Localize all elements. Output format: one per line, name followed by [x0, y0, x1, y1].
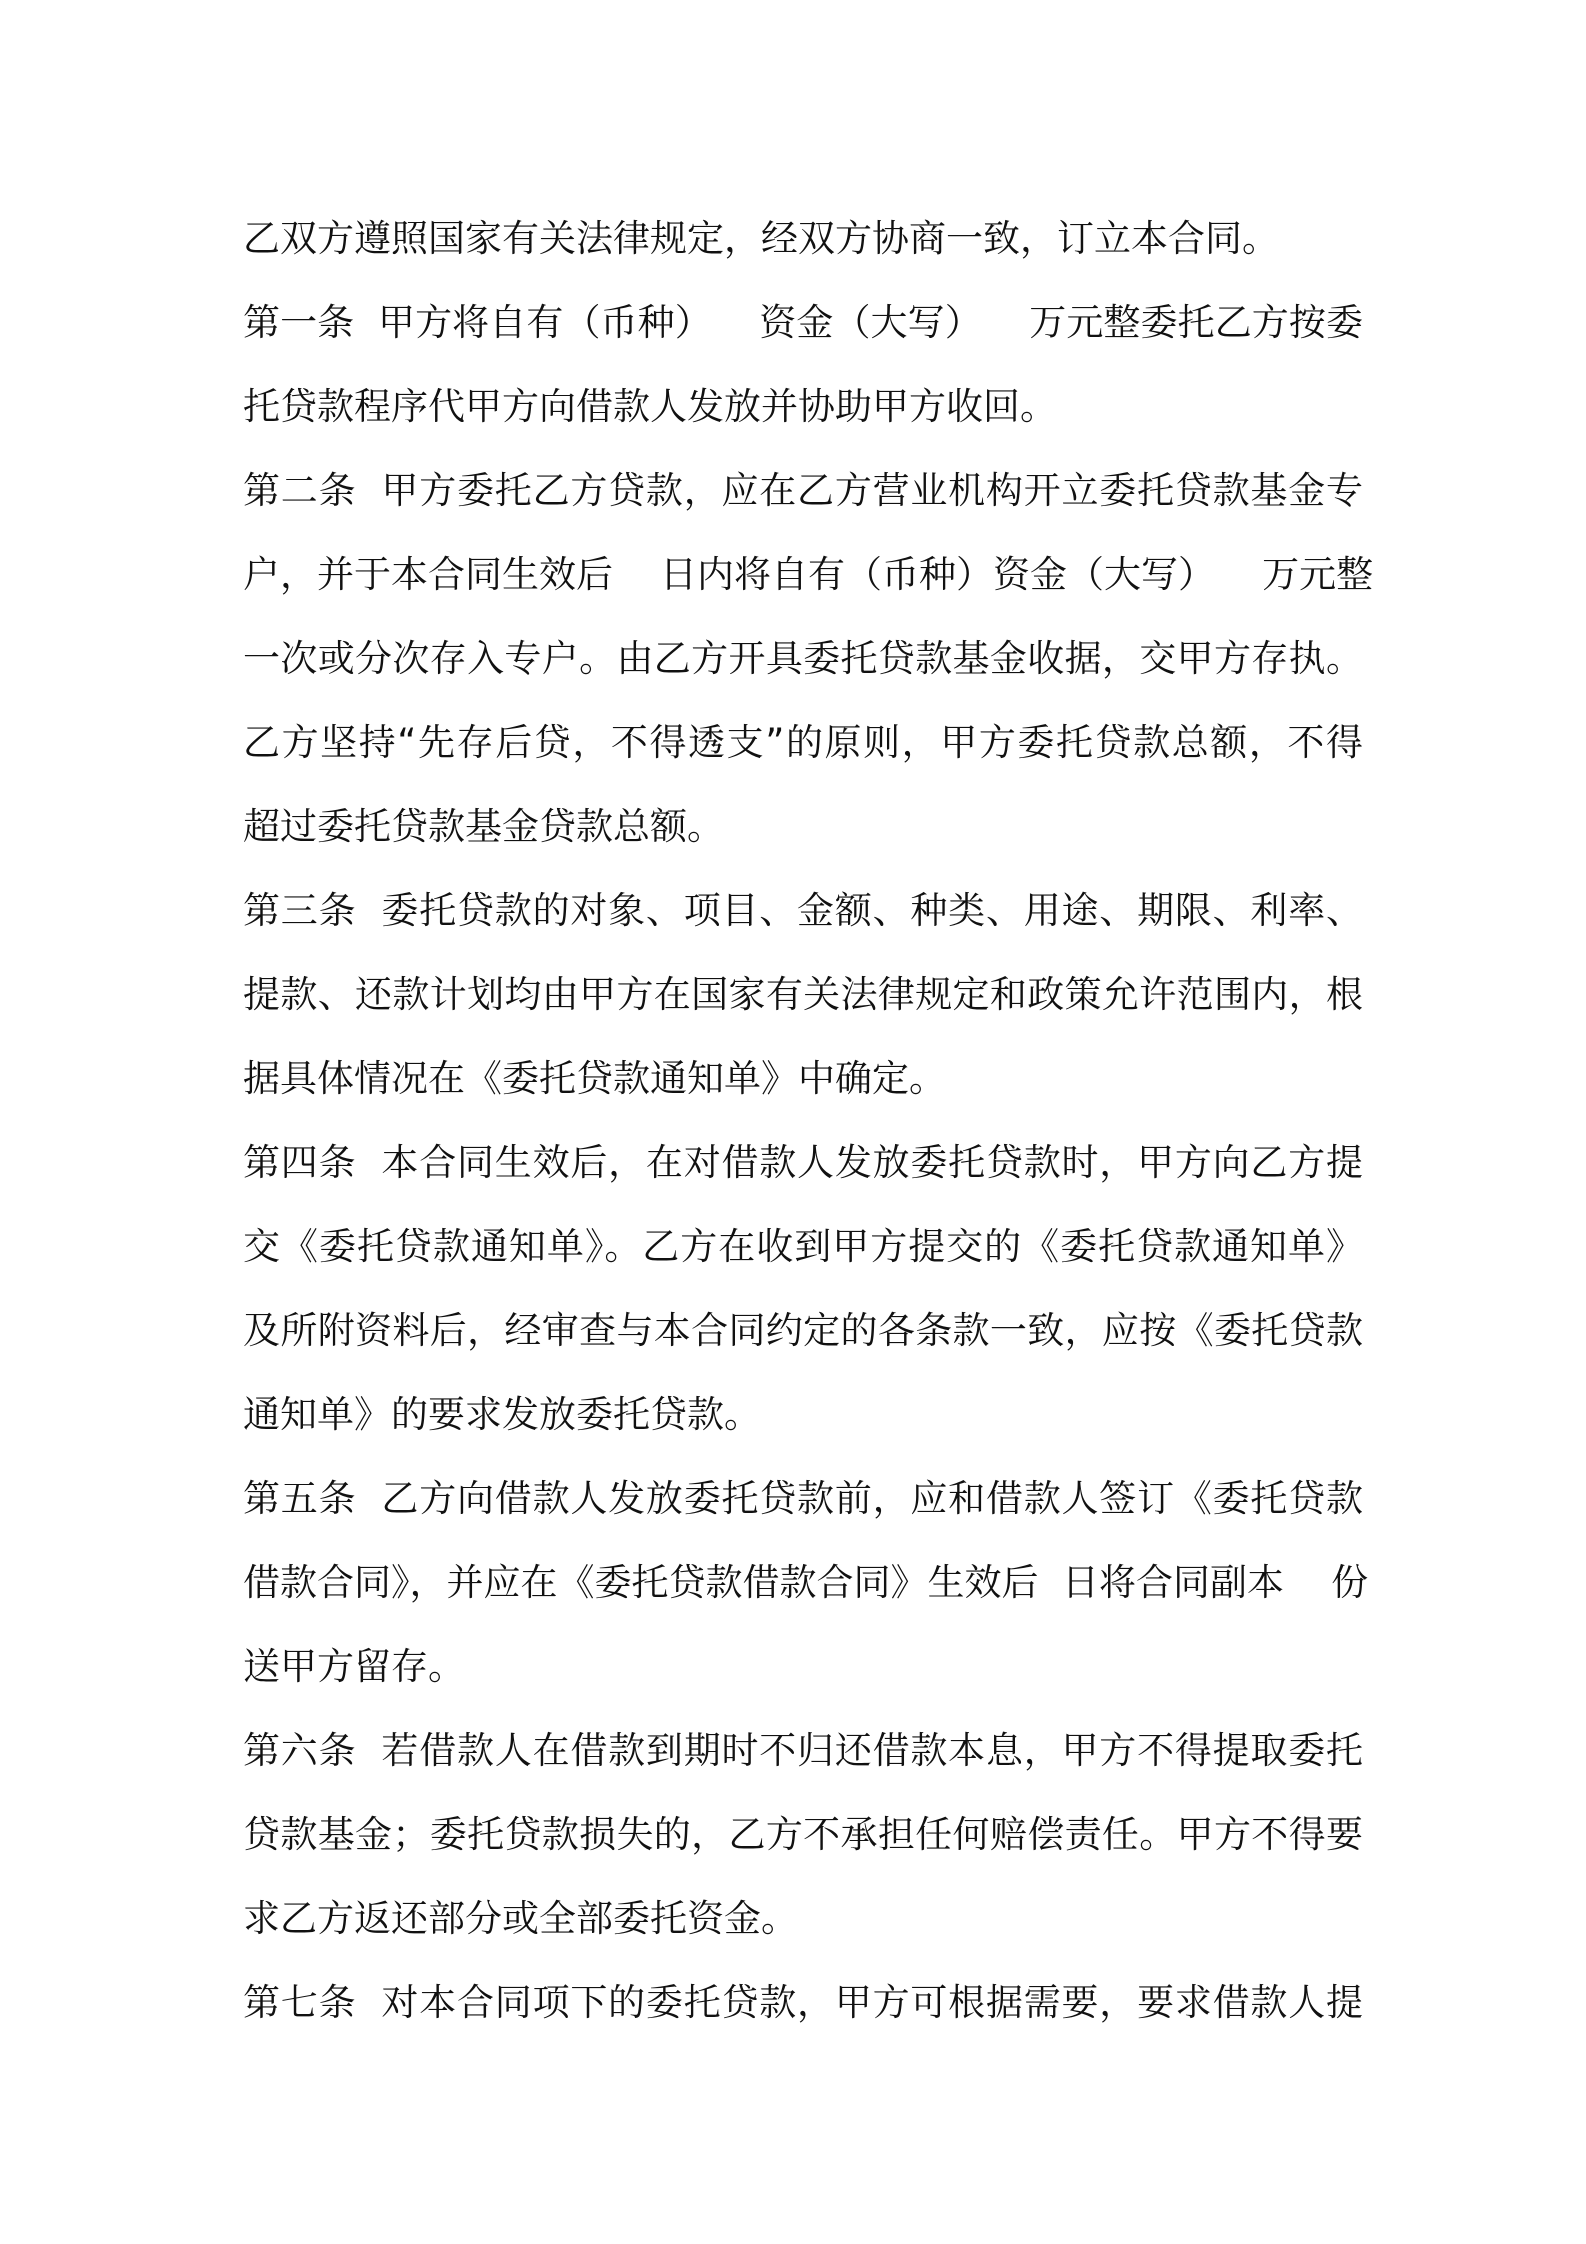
text-line: 第四条 本合同生效后，在对借款人发放委托贷款时，甲方向乙方提	[243, 1141, 1363, 1184]
text-line: 第六条 若借款人在借款到期时不归还借款本息，甲方不得提取委托	[243, 1729, 1363, 1772]
contract-body	[243, 197, 1374, 2045]
text-line: 托贷款程序代甲方向借款人发放并协助甲方收回。	[243, 385, 1057, 428]
text-line: 送甲方留存。	[243, 1645, 465, 1688]
text-line: 乙双方遵照国家有关法律规定，经双方协商一致，订立本合同。	[243, 217, 1279, 260]
text-line: 户，并于本合同生效后 日内将自有（币种）资金（大写） 万元整	[243, 553, 1374, 596]
text-line: 超过委托贷款基金贷款总额。	[243, 805, 724, 848]
text-line: 求乙方返还部分或全部委托资金。	[243, 1897, 798, 1940]
text-line: 借款合同》，并应在《委托贷款借款合同》生效后 日将合同副本 份	[243, 1561, 1369, 1604]
text-line: 第七条 对本合同项下的委托贷款，甲方可根据需要，要求借款人提	[243, 1981, 1363, 2024]
text-line: 第五条 乙方向借款人发放委托贷款前，应和借款人签订《委托贷款	[243, 1477, 1363, 1520]
text-line: 据具体情况在《委托贷款通知单》中确定。	[243, 1057, 946, 1100]
text-line: 第一条 甲方将自有（币种） 资金（大写） 万元整委托乙方按委	[243, 301, 1363, 344]
text-line: 第三条 委托贷款的对象、项目、金额、种类、用途、期限、利率、	[243, 889, 1363, 932]
text-line: 交《委托贷款通知单》。乙方在收到甲方提交的《委托贷款通知单》	[243, 1225, 1363, 1268]
text-line: 提款、还款计划均由甲方在国家有关法律规定和政策允许范围内，根	[243, 973, 1363, 1016]
text-line: 乙方坚持“先存后贷，不得透支”的原则，甲方委托贷款总额，不得	[243, 721, 1363, 764]
text-line: 贷款基金；委托贷款损失的，乙方不承担任何赔偿责任。甲方不得要	[243, 1813, 1363, 1856]
text-line: 及所附资料后，经审查与本合同约定的各条款一致，应按《委托贷款	[243, 1309, 1363, 1352]
text-line: 第二条 甲方委托乙方贷款，应在乙方营业机构开立委托贷款基金专	[243, 469, 1363, 512]
text-line: 通知单》的要求发放委托贷款。	[243, 1393, 761, 1436]
text-line: 一次或分次存入专户。由乙方开具委托贷款基金收据，交甲方存执。	[243, 637, 1363, 680]
